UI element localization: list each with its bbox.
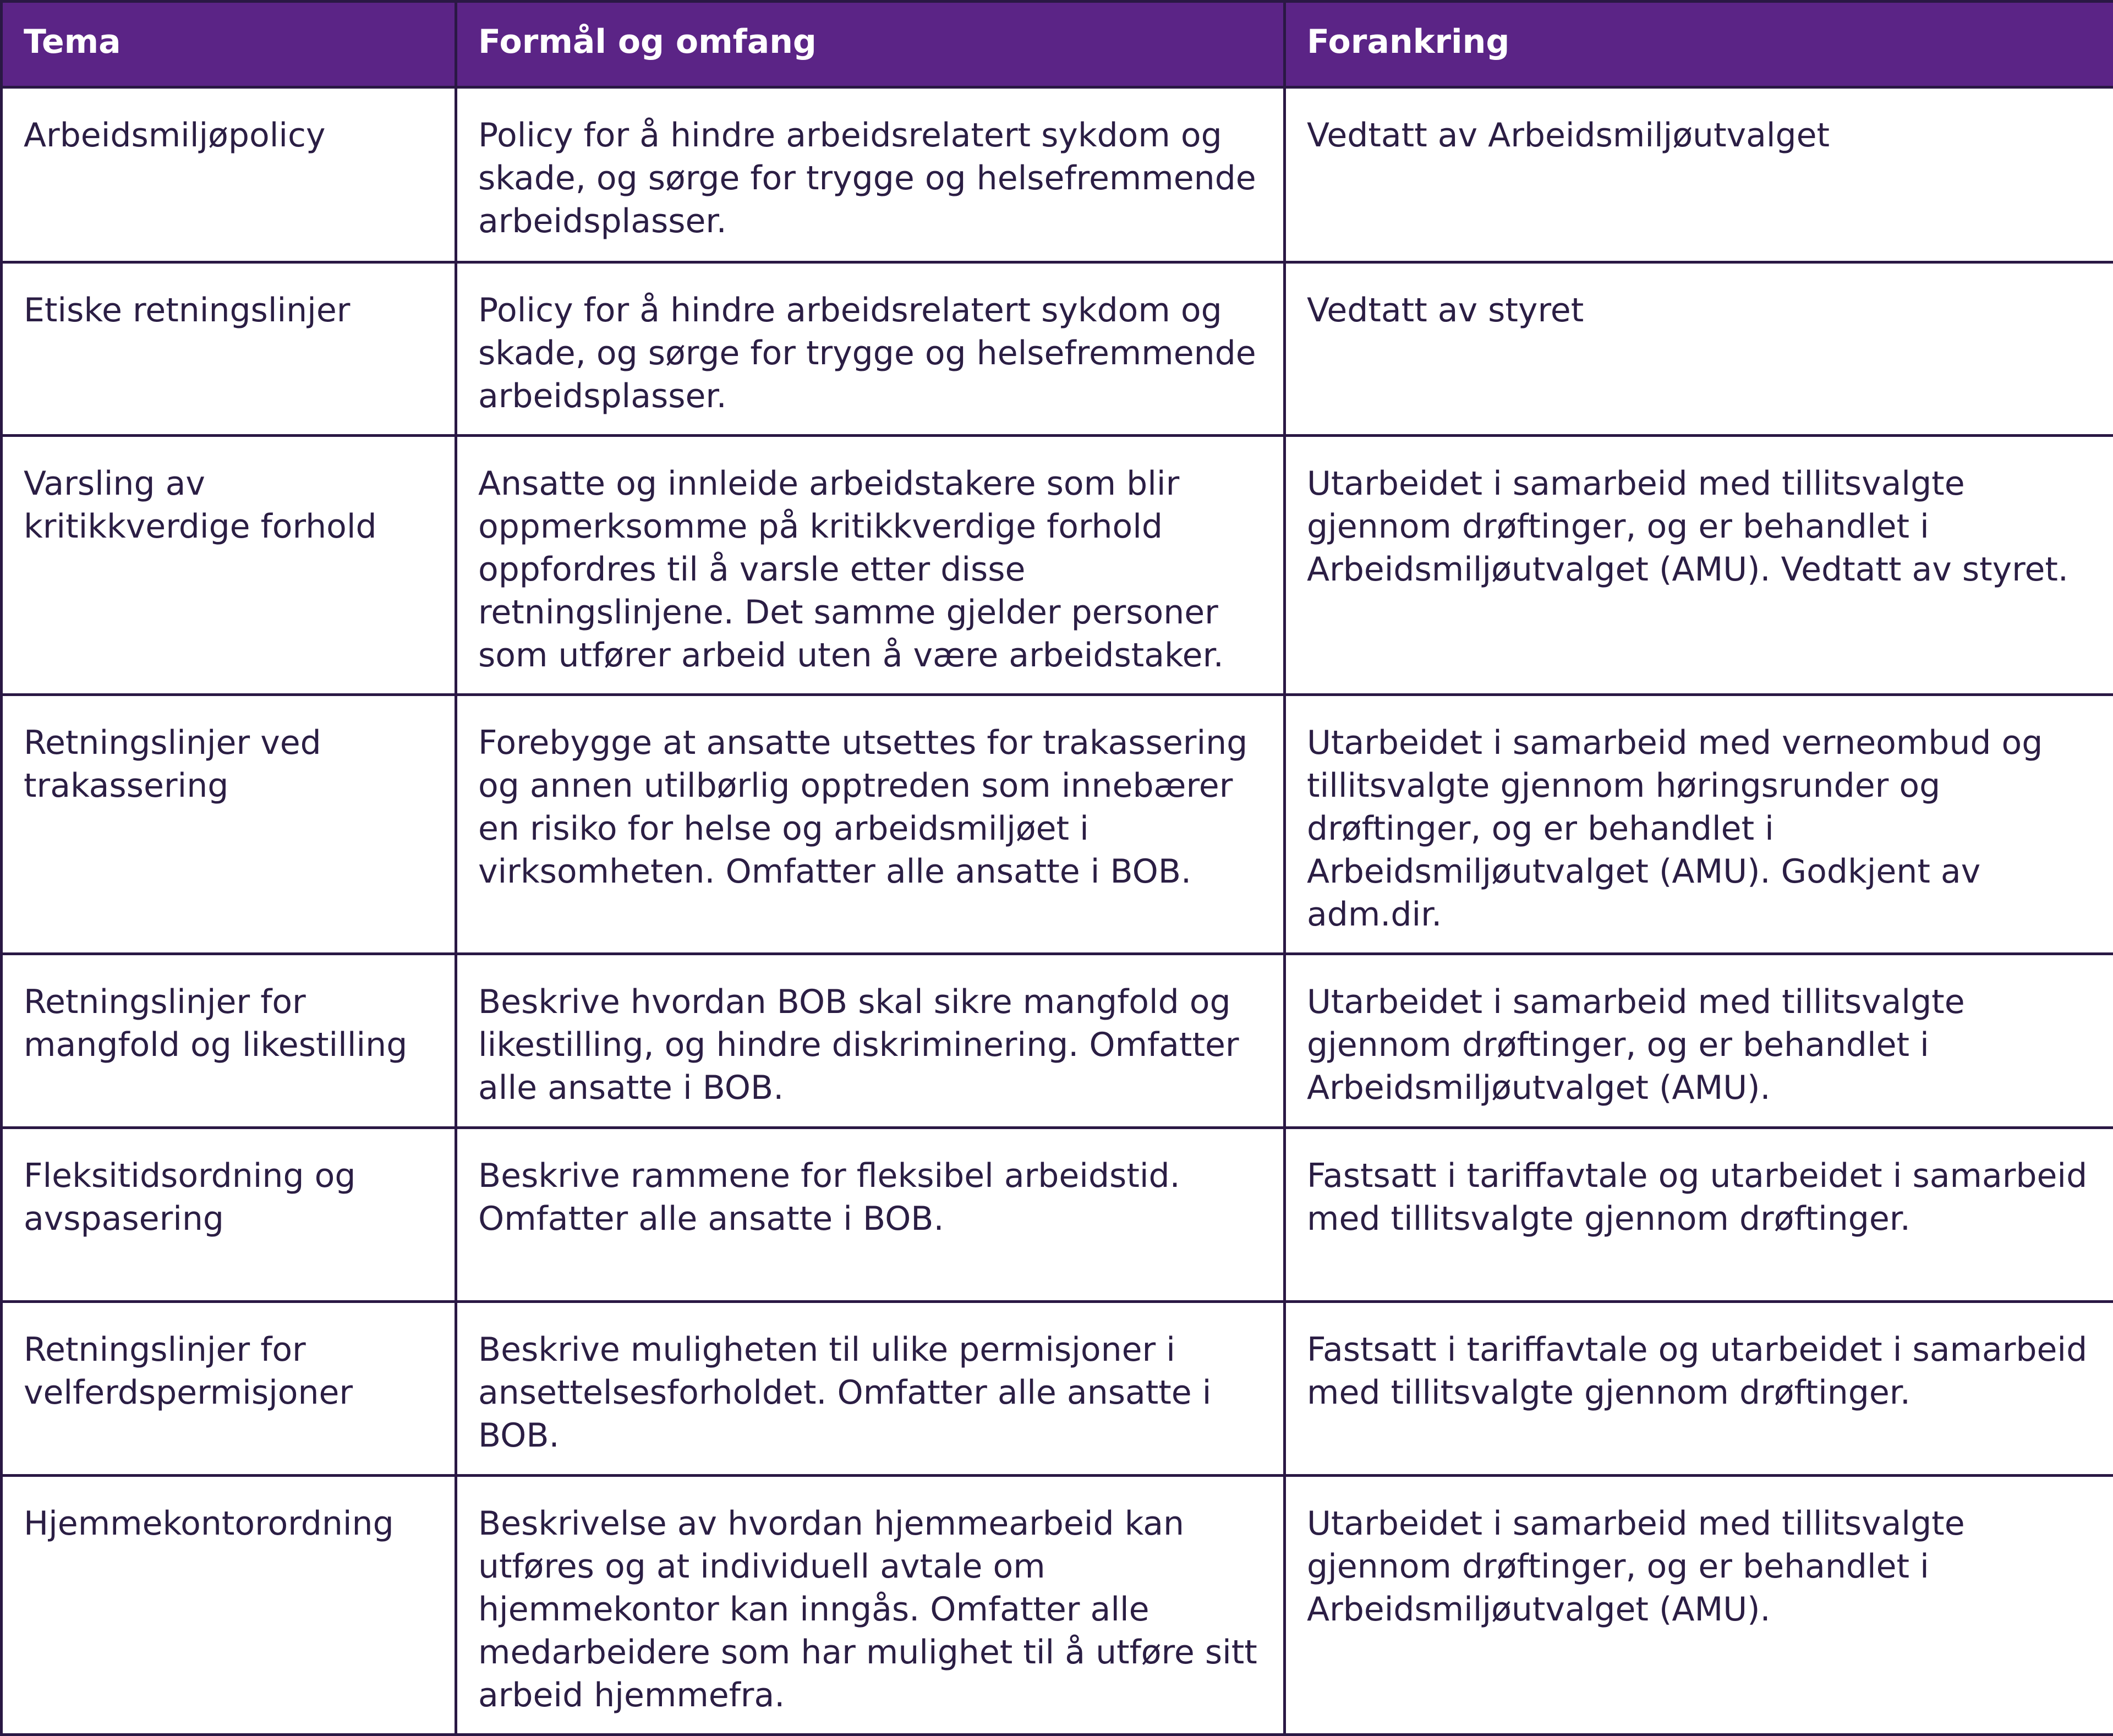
table-row bbox=[2, 436, 2113, 695]
table-row bbox=[2, 87, 2113, 262]
cell-forankring: Vedtatt av styret bbox=[1285, 262, 2113, 436]
table-row bbox=[2, 954, 2113, 1128]
table-row bbox=[2, 262, 2113, 436]
table-row bbox=[2, 695, 2113, 954]
table-body bbox=[2, 87, 2113, 1735]
cell-formal: Ansatte og innleide arbeidstakere som blir oppmerksomme på kritikkverdige forhold oppfordres til å varsle etter disse retningslinjene. Det samme gjelder personer som utfører arbeid uten å være arbeidstaker. bbox=[456, 436, 1285, 695]
cell-tema: Etiske retningslinjer bbox=[2, 262, 456, 436]
cell-forankring: Utarbeidet i samarbeid med tillitsvalgte gjennom drøftinger, og er behandlet i Arbeidsmiljøutvalget (AMU). Vedtatt av styret. bbox=[1285, 436, 2113, 695]
cell-formal: Policy for å hindre arbeidsrelatert sykdom og skade, og sørge for trygge og helsefremmende arbeidsplasser. bbox=[456, 262, 1285, 436]
cell-formal: Beskrive hvordan BOB skal sikre mangfold og likestilling, og hindre diskriminering. Omfatter alle ansatte i BOB. bbox=[456, 954, 1285, 1128]
header-row bbox=[2, 2, 2113, 87]
cell-forankring: Vedtatt av Arbeidsmiljøutvalget bbox=[1285, 87, 2113, 262]
cell-tema: Retningslinjer ved trakassering bbox=[2, 695, 456, 954]
column-header-tema: Tema bbox=[2, 2, 456, 87]
table-row bbox=[2, 1302, 2113, 1476]
column-header-forankring: Forankring bbox=[1285, 2, 2113, 87]
cell-tema: Arbeidsmiljøpolicy bbox=[2, 87, 456, 262]
cell-formal: Policy for å hindre arbeidsrelatert sykdom og skade, og sørge for trygge og helsefremmende arbeidsplasser. bbox=[456, 87, 1285, 262]
cell-forankring: Fastsatt i tariffavtale og utarbeidet i samarbeid med tillitsvalgte gjennom drøftinger. bbox=[1285, 1302, 2113, 1476]
column-header-formal: Formål og omfang bbox=[456, 2, 1285, 87]
cell-forankring: Utarbeidet i samarbeid med tillitsvalgte gjennom drøftinger, og er behandlet i Arbeidsmiljøutvalget (AMU). bbox=[1285, 954, 2113, 1128]
cell-tema: Retningslinjer for velferdspermisjoner bbox=[2, 1302, 456, 1476]
cell-tema: Fleksitidsordning og avspasering bbox=[2, 1128, 456, 1302]
cell-formal: Beskrivelse av hvordan hjemmearbeid kan utføres og at individuell avtale om hjemmekontor kan inngås. Omfatter alle medarbeidere som har mulighet til å utføre sitt arbeid hjemmefra. bbox=[456, 1476, 1285, 1735]
cell-tema: Hjemmekontorordning bbox=[2, 1476, 456, 1735]
table-row bbox=[2, 1476, 2113, 1735]
cell-formal: Forebygge at ansatte utsettes for trakassering og annen utilbørlig opptreden som innebærer en risiko for helse og arbeidsmiljøet i virksomheten. Omfatter alle ansatte i BOB. bbox=[456, 695, 1285, 954]
table-row bbox=[2, 1128, 2113, 1302]
cell-forankring: Fastsatt i tariffavtale og utarbeidet i samarbeid med tillitsvalgte gjennom drøftinger. bbox=[1285, 1128, 2113, 1302]
cell-forankring: Utarbeidet i samarbeid med verneombud og tillitsvalgte gjennom høringsrunder og drøftinger, og er behandlet i Arbeidsmiljøutvalget (AMU). Godkjent av adm.dir. bbox=[1285, 695, 2113, 954]
cell-formal: Beskrive muligheten til ulike permisjoner i ansettelsesforholdet. Omfatter alle ansatte i BOB. bbox=[456, 1302, 1285, 1476]
cell-formal: Beskrive rammene for fleksibel arbeidstid. Omfatter alle ansatte i BOB. bbox=[456, 1128, 1285, 1302]
cell-forankring: Utarbeidet i samarbeid med tillitsvalgte gjennom drøftinger, og er behandlet i Arbeidsmiljøutvalget (AMU). bbox=[1285, 1476, 2113, 1735]
cell-tema: Varsling av kritikkverdige forhold bbox=[2, 436, 456, 695]
table-header bbox=[2, 2, 2113, 87]
cell-tema: Retningslinjer for mangfold og likestilling bbox=[2, 954, 456, 1128]
